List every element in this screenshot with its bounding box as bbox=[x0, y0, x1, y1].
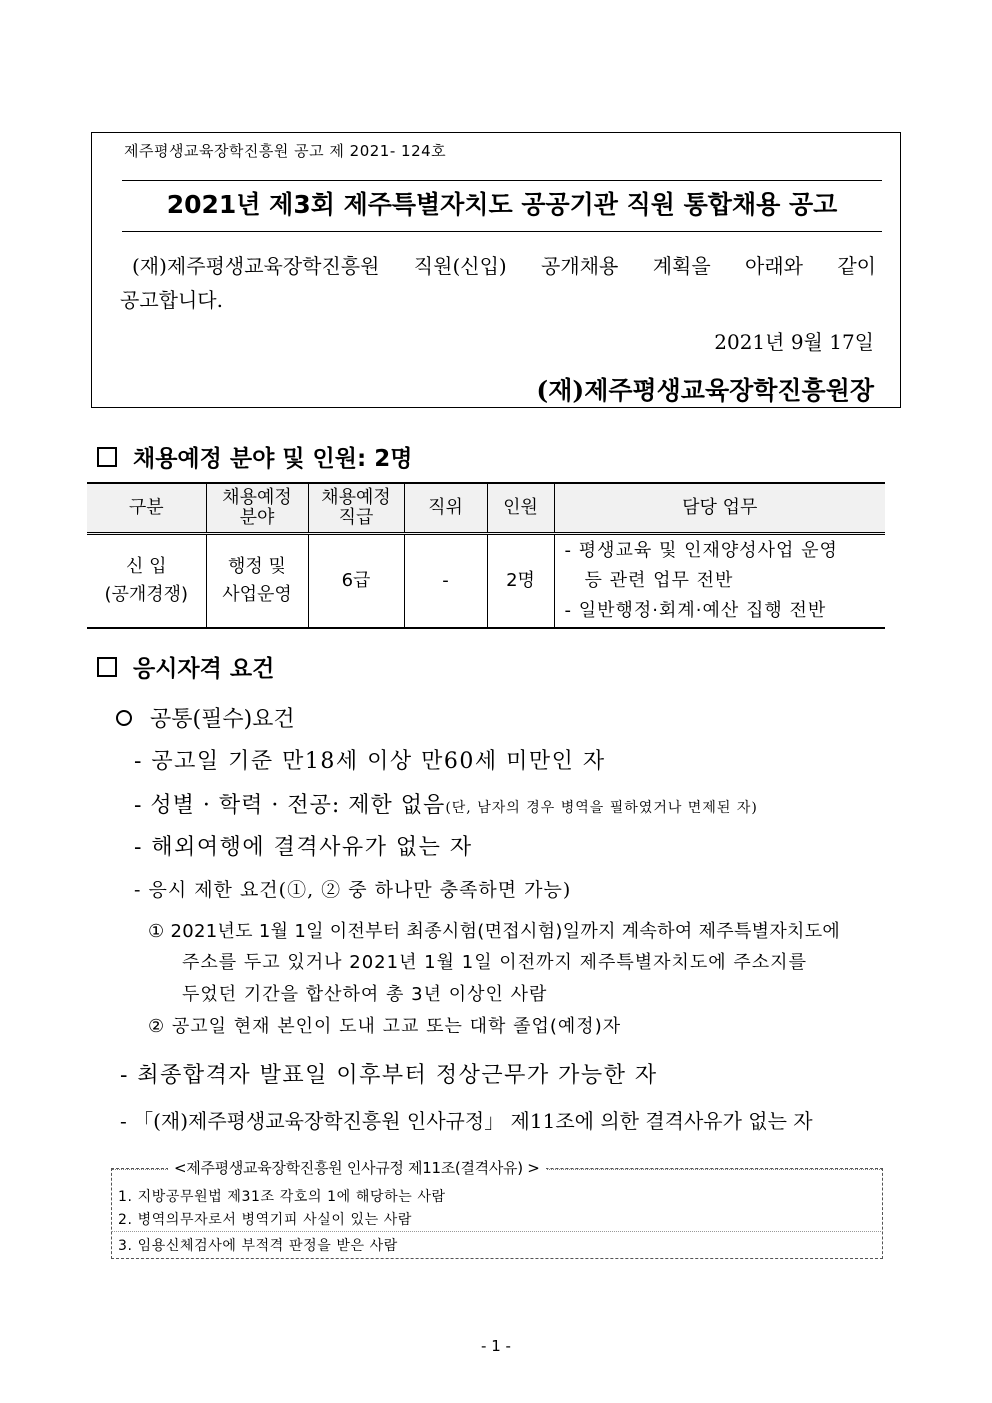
header-grade-text: 채용예정 직급 bbox=[321, 487, 391, 528]
recruitment-table bbox=[87, 482, 885, 629]
category-line-2: (공개경쟁) bbox=[104, 584, 189, 605]
requirement-residency-limit: - 응시 제한 요건(①, ② 중 하나만 충족하면 가능) bbox=[134, 879, 572, 901]
disqualification-item: 3. 임용신체검사에 부적격 판정을 받은 사람 bbox=[118, 1238, 398, 1254]
cell-headcount: 2명 bbox=[487, 534, 554, 629]
section-heading-text: 응시자격 요건 bbox=[133, 656, 275, 682]
header-field bbox=[206, 483, 308, 534]
requirement-work-start: - 최종합격자 발표일 이후부터 정상근무가 가능한 자 bbox=[120, 1063, 658, 1088]
cell-position: - bbox=[404, 534, 487, 629]
common-requirements-label bbox=[116, 702, 295, 733]
header-category: 구분 bbox=[87, 483, 206, 534]
disqualification-divider bbox=[111, 1231, 883, 1232]
title-rule-bottom bbox=[122, 231, 882, 232]
square-bullet-icon bbox=[97, 657, 117, 677]
residency-condition-2: ② 공고일 현재 본인이 도내 고교 또는 대학 졸업(예정)자 bbox=[148, 1016, 622, 1037]
notice-date: 2021년 9월 17일 bbox=[714, 330, 874, 354]
square-bullet-icon bbox=[97, 447, 117, 467]
intro-line-1: (재)제주평생교육장학진흥원 직원(신입) 공개채용 계획을 아래와 같이 bbox=[132, 254, 876, 278]
header-position: 직위 bbox=[404, 483, 487, 534]
requirement-no-restriction-main: - 성별 · 학력 · 전공: 제한 없음 bbox=[134, 793, 446, 818]
disqualification-title: <제주평생교육장학진흥원 인사규정 제11조(결격사유) > bbox=[168, 1157, 546, 1178]
section-heading-eligibility bbox=[97, 650, 274, 683]
requirement-hr-regulation: - 「(재)제주평생교육장학진흥원 인사규정」 제11조에 의한 결격사유가 없는 자 bbox=[120, 1109, 813, 1133]
requirement-military-note: (단, 남자의 경우 병역을 필하였거나 면제된 자) bbox=[445, 800, 758, 816]
field-line-1: 행정 및 bbox=[228, 556, 286, 577]
title-rule-top bbox=[122, 180, 882, 181]
disqualification-item: 1. 지방공무원법 제31조 각호의 1에 해당하는 사람 bbox=[118, 1189, 446, 1205]
duty-2: - 일반행정·회계·예산 집행 전반 bbox=[564, 600, 827, 621]
header-headcount: 인원 bbox=[487, 483, 554, 534]
intro-line-2: 공고합니다. bbox=[120, 288, 223, 312]
cell-field bbox=[206, 534, 308, 629]
table-row bbox=[87, 534, 885, 629]
common-requirements-text: 공통(필수)요건 bbox=[150, 707, 295, 732]
duty-1-line-2: 등 관련 업무 전반 bbox=[584, 570, 734, 591]
requirement-age: - 공고일 기준 만18세 이상 만60세 미만인 자 bbox=[134, 749, 606, 774]
notice-number: 제주평생교육장학진흥원 공고 제 2021- 124호 bbox=[124, 142, 447, 160]
residency-condition-1-line-1: ① 2021년도 1월 1일 이전부터 최종시험(면접시험)일까지 계속하여 제주특별자치도에 bbox=[148, 921, 841, 942]
category-line-1: 신 입 bbox=[126, 556, 167, 577]
cell-duties bbox=[554, 534, 885, 629]
cell-category bbox=[87, 534, 206, 629]
intro-paragraph bbox=[120, 249, 876, 317]
field-line-2: 사업운영 bbox=[222, 584, 292, 605]
table-header-row bbox=[87, 483, 885, 534]
residency-condition-1-line-2: 주소를 두고 있거나 2021년 1월 1일 이전까지 제주특별자치도에 주소지를 bbox=[182, 952, 807, 973]
requirement-overseas-travel: - 해외여행에 결격사유가 없는 자 bbox=[134, 835, 473, 860]
requirement-no-restriction bbox=[134, 788, 758, 819]
circle-bullet-icon bbox=[116, 710, 132, 726]
section-heading-text: 채용예정 분야 및 인원: 2명 bbox=[133, 446, 413, 472]
page-number: - 1 - bbox=[481, 1337, 511, 1355]
disqualification-item: 2. 병역의무자로서 병역기피 사실이 있는 사람 bbox=[118, 1212, 413, 1228]
header-duties: 담당 업무 bbox=[554, 483, 885, 534]
residency-condition-1-line-3: 두었던 기간을 합산하여 총 3년 이상인 사람 bbox=[182, 984, 548, 1005]
page-title: 2021년 제3회 제주특별자치도 공공기관 직원 통합채용 공고 bbox=[166, 190, 838, 219]
header-grade bbox=[308, 483, 404, 534]
notice-header-box bbox=[91, 132, 901, 408]
cell-grade: 6급 bbox=[308, 534, 404, 629]
section-heading-recruitment bbox=[97, 440, 412, 473]
header-field-text: 채용예정 분야 bbox=[222, 487, 292, 528]
issuer-name: (재)제주평생교육장학진흥원장 bbox=[536, 376, 874, 405]
duty-1-line-1: - 평생교육 및 인재양성사업 운영 bbox=[564, 540, 838, 561]
